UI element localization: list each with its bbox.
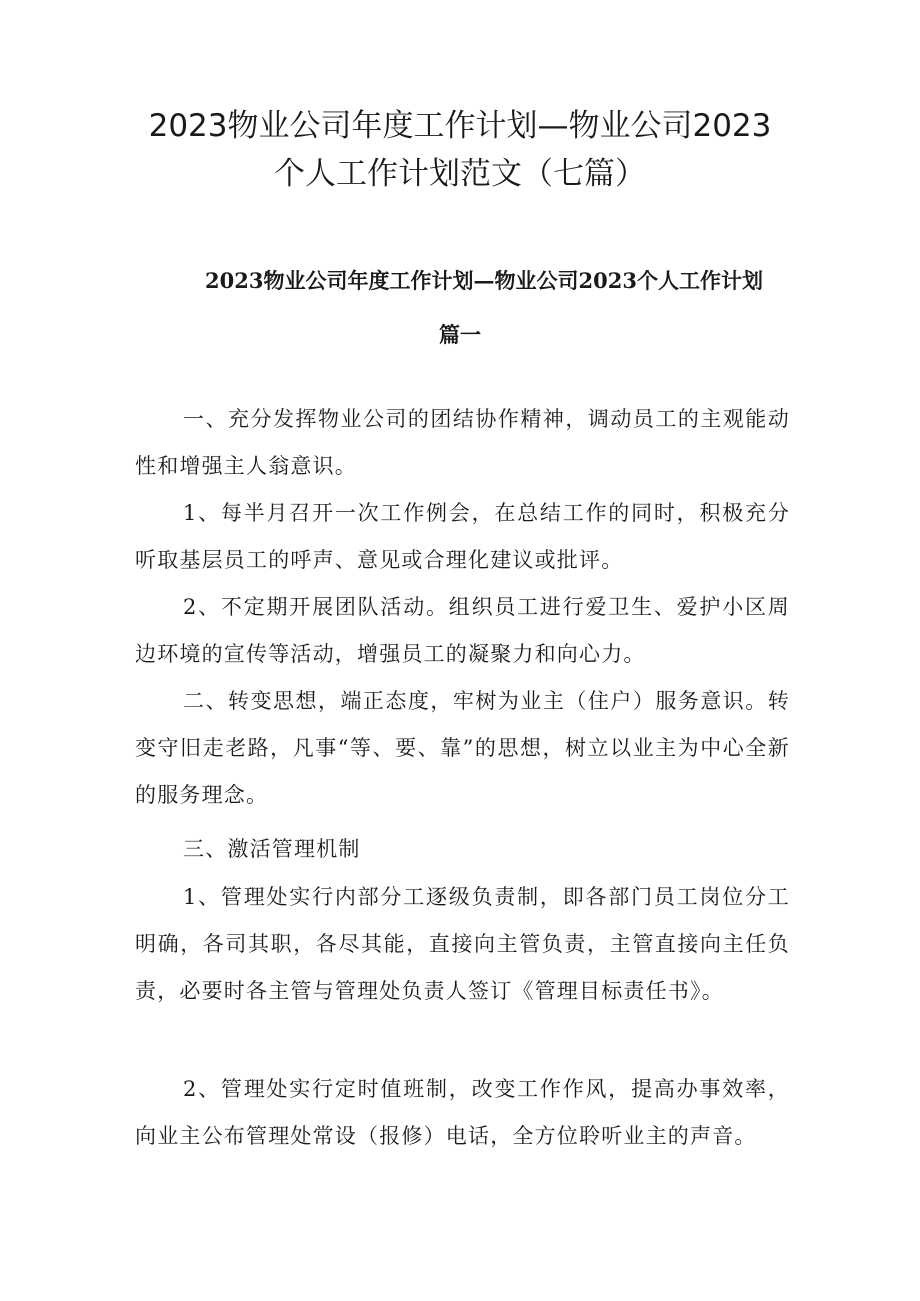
paragraph: 2、管理处实行定时值班制，改变工作作风，提高办事效率，向业主公布管理处常设（报修）电话，全方位聆听业主的声音。 (135, 1077, 790, 1148)
section-heading-line-1: 2023物业公司年度工作计划—物业公司2023个人工作计划 (205, 268, 763, 293)
section-heading-line-2: 篇一 (439, 322, 481, 347)
paragraph: 1、每半月召开一次工作例会，在总结工作的同时，积极充分听取基层员工的呼声、意见或合理化建议或批评。 (135, 501, 790, 572)
title-line-1: 2023物业公司年度工作计划—物业公司2023 (148, 108, 772, 144)
paragraph: 三、激活管理机制 (183, 837, 361, 861)
paragraph: 二、转变思想，端正态度，牢树为业主（住户）服务意识。转变守旧走老路，凡事“等、要、靠”的思想，树立以业主为中心全新的服务理念。 (135, 689, 790, 807)
paragraph: 一、充分发挥物业公司的团结协作精神，调动员工的主观能动性和增强主人翁意识。 (135, 407, 790, 478)
paragraph: 1、管理处实行内部分工逐级负责制，即各部门员工岗位分工明确，各司其职，各尽其能，直接向主管负责，主管直接向主任负责，必要时各主管与管理处负责人签订《管理目标责任书》。 (135, 885, 790, 1003)
document-title (100, 102, 820, 198)
paragraph: 2、不定期开展团队活动。组织员工进行爱卫生、爱护小区周边环境的宣传等活动，增强员工的凝聚力和向心力。 (135, 595, 790, 666)
title-line-2: 个人工作计划范文（七篇） (274, 156, 646, 192)
section-heading (100, 254, 820, 362)
